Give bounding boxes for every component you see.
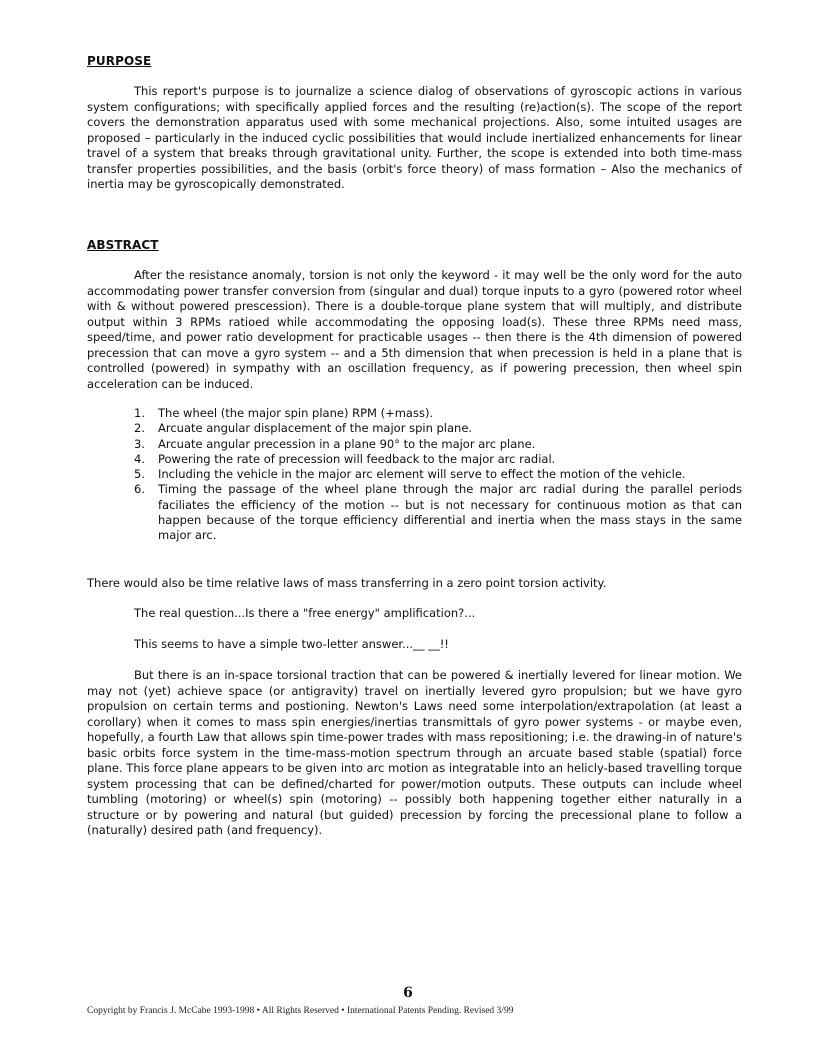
list-item-text: Powering the rate of precession will feedback to the major arc radial. (158, 451, 556, 466)
page-number: 6 (403, 985, 413, 1001)
list-item-text: Including the vehicle in the major arc element will serve to effect the motion of the vehicle. (158, 467, 686, 482)
list-item (134, 421, 742, 436)
purpose-heading: PURPOSE (87, 54, 152, 68)
list-item (134, 437, 742, 452)
closing-paragraph: But there is an in-space torsional traction that can be powered & inertially levered for linear motion. We may not (yet) achieve space (or antigravity) travel on inertially levered gyro propulsion; but we have gyro propulsion on certain terms and postioning. Newton's Laws need some interpolation/extrapolation (at least a corollary) when it comes to mass spin energies/inertias transmittals of gyro power systems - or maybe even, hopefully, a fourth Law that allows spin time-power trades with mass repositioning; i.e. the drawing-in of nature's basic orbits force system in the time-mass-motion spectrum through an arcuate based stable (spatial) force plane. This force plane appears to be given into arc motion as integratable into an helicly-based travelling torque system processing that can be defined/charted for power/motion outputs. These outputs can include wheel tumbling (motoring) or wheel(s) spin (motoring) -- possibly both happening together either naturally in a structure or by powering and natural (but guided) precession by forcing the precessional plane to follow a (naturally) desired path (and frequency). (87, 668, 742, 837)
time-relative-paragraph: There would also be time relative laws of mass transferring in a zero point torsion activity. (87, 576, 607, 590)
copyright-footer: Copyright by Francis J. McCabe 1993-1998 • All Rights Reserved • International Patents Pending. Revised 3/99 (87, 1006, 514, 1016)
list-item-number: 4. (134, 451, 145, 466)
list-item (134, 406, 742, 421)
list-item (134, 467, 742, 482)
abstract-intro-paragraph: After the resistance anomaly, torsion is not only the keyword - it may well be the only word for the auto accommodating power transfer conversion from (singular and dual) torque inputs to a gyro (powered rotor wheel with & without powered prescession). There is a double-torque plane system that will multiply, and distribute output within 3 RPMs ratioed while accommodating the opposing load(s). These three RPMs need mass, speed/time, and power ratio development for practicable usages -- then there is the 4th dimension of powered precession that can move a gyro system -- and a 5th dimension that when precession is held in a plane that is controlled (powered) in sympathy with an oscillation frequency, as if powering precession, then wheel spin acceleration can be induced. (87, 268, 742, 391)
answer-line: This seems to have a simple two-letter answer...__ __!! (134, 637, 449, 651)
list-item-text: Arcuate angular displacement of the major spin plane. (158, 421, 473, 436)
abstract-numbered-list (134, 406, 742, 544)
list-item-number: 6. (134, 482, 145, 497)
list-item-text: Timing the passage of the wheel plane through the major arc radial during the parallel periods faciliates the efficiency of the motion -- but is not necessary for continuous motion as that can happen because of the torque efficiency differential and inertia when the mass stays in the same major arc. (158, 482, 742, 543)
list-item (134, 452, 742, 467)
list-item-text: The wheel (the major spin plane) RPM (+mass). (158, 406, 434, 420)
question-line: The real question...Is there a "free energy" amplification?... (134, 606, 476, 620)
list-item (134, 482, 742, 543)
list-item-number: 3. (134, 436, 145, 451)
list-item-number: 5. (134, 467, 145, 482)
list-item-number: 2. (134, 421, 145, 436)
purpose-paragraph: This report's purpose is to journalize a science dialog of observations of gyroscopic actions in various system configurations; with specifically applied forces and the resulting (re)action(s). The scope of the report covers the demonstration apparatus used with some mechanical projections. Also, some intuited usages are proposed – particularly in the induced cyclic possibilities that would include inertialized enhancements for linear travel of a system that breaks through gravitational unity. Further, the scope is extended into both time-mass transfer properties possibilities, and the basis (orbit's force theory) of mass formation – Also the mechanics of inertia may be gyroscopically demonstrated. (87, 84, 742, 191)
list-item-number: 1. (134, 406, 145, 420)
abstract-heading: ABSTRACT (87, 238, 159, 252)
list-item-text: Arcuate angular precession in a plane 90° to the major arc plane. (158, 436, 536, 451)
